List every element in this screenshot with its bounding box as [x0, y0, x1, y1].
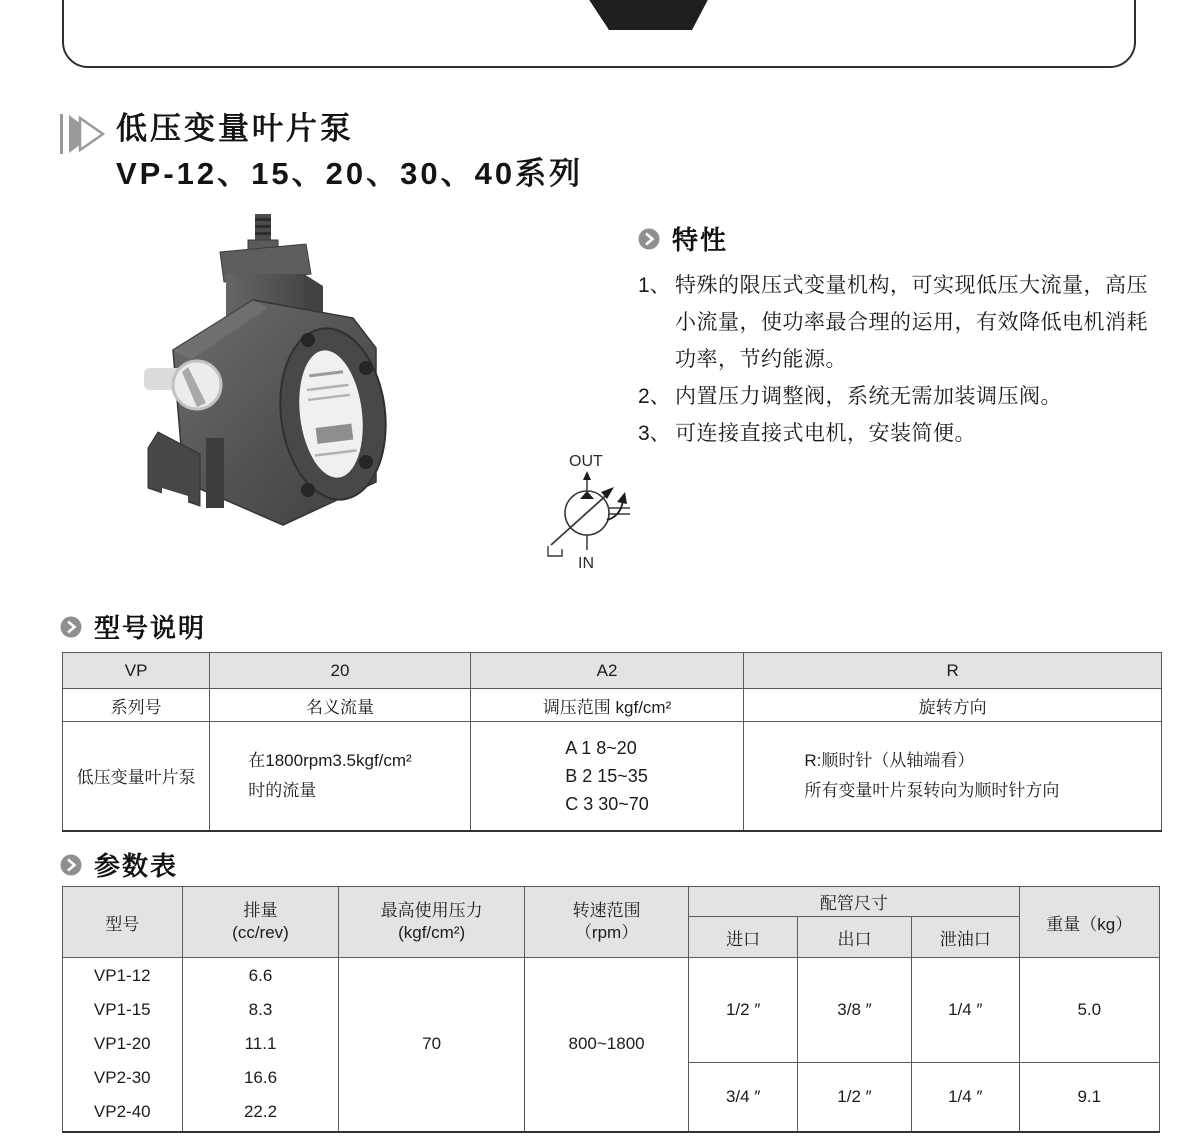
- fast-forward-icon: [58, 112, 108, 156]
- displacement-list-cell: [182, 958, 339, 1132]
- top-photo-box: [62, 0, 1136, 68]
- chevron-circle-icon: [60, 616, 82, 638]
- displacement-value: 8.3: [248, 1000, 273, 1020]
- speed-range-cell: 800~1800: [524, 958, 689, 1132]
- chevron-circle-icon: [60, 854, 82, 876]
- pressure-options-cell: A 1 8~20 B 2 15~35 C 3 30~70: [470, 722, 744, 831]
- col-pipe-header: 配管尺寸: [689, 887, 1019, 917]
- weight-cell: 9.1: [1019, 1063, 1159, 1132]
- code-cell: R: [744, 653, 1162, 689]
- inlet-size-cell: 1/2 ″: [689, 958, 798, 1063]
- model-code-section-heading: [60, 608, 206, 645]
- flow-desc-cell: 在1800rpm3.5kgf/cm² 时的流量: [210, 722, 470, 831]
- feature-text: 可连接直接式电机，安装简便。: [675, 422, 976, 445]
- symbol-in-label: IN: [578, 555, 594, 572]
- col-speed-header: 转速范围 （rpm）: [524, 887, 689, 958]
- weight-cell: 5.0: [1019, 958, 1159, 1063]
- series-name-cell: 低压变量叶片泵: [63, 722, 210, 831]
- symbol-out-label: OUT: [569, 453, 603, 470]
- feature-text: 特殊的限压式变量机构，可实现低压大流量，高压小流量，使功率最合理的运用，有效降低电机消耗功率，节约能源。: [675, 274, 1148, 371]
- parameter-section-heading: [60, 846, 178, 883]
- feature-item: [638, 267, 1198, 378]
- model-name: VP2-30: [93, 1068, 151, 1088]
- feature-item: [638, 415, 1198, 452]
- chevron-circle-icon: [638, 228, 660, 250]
- code-label-cell: 旋转方向: [744, 689, 1162, 722]
- page-title-block: [58, 106, 583, 196]
- page-title-line1: 低压变量叶片泵: [116, 111, 354, 146]
- feature-text: 内置压力调整阀，系统无需加装调压阀。: [675, 385, 1062, 408]
- features-section: [638, 220, 1198, 452]
- parameter-table: [62, 886, 1160, 1133]
- col-outlet-header: 出口: [797, 917, 911, 958]
- inlet-size-cell: 3/4 ″: [689, 1063, 798, 1132]
- col-pressure-header: 最高使用压力 (kgf/cm²): [339, 887, 524, 958]
- displacement-value: 11.1: [244, 1034, 277, 1054]
- col-weight-header: 重量（kg）: [1019, 887, 1159, 958]
- model-name: VP1-20: [93, 1034, 151, 1054]
- code-label-cell: 调压范围 kgf/cm²: [470, 689, 744, 722]
- model-name: VP2-40: [93, 1102, 151, 1122]
- feature-number: 3、: [638, 422, 671, 445]
- code-cell: VP: [63, 653, 210, 689]
- drain-size-cell: 1/4 ″: [912, 1063, 1020, 1132]
- displacement-value: 6.6: [248, 966, 273, 986]
- col-inlet-header: 进口: [689, 917, 798, 958]
- rotation-cell: R:顺时针（从轴端看） 所有变量叶片泵转向为顺时针方向: [744, 722, 1162, 831]
- outlet-size-cell: 1/2 ″: [797, 1063, 911, 1132]
- col-drain-header: 泄油口: [912, 917, 1020, 958]
- partial-pump-photo: [64, 0, 1134, 66]
- features-heading: 特性: [672, 225, 729, 255]
- model-name: VP1-12: [93, 966, 151, 986]
- feature-number: 2、: [638, 385, 671, 408]
- displacement-value: 22.2: [243, 1102, 278, 1122]
- pump-product-photo: [118, 200, 548, 535]
- displacement-value: 16.6: [243, 1068, 278, 1088]
- drain-size-cell: 1/4 ″: [912, 958, 1020, 1063]
- hydraulic-pump-symbol: [533, 446, 667, 580]
- code-label-cell: 系列号: [63, 689, 210, 722]
- col-displacement-header: 排量 (cc/rev): [182, 887, 339, 958]
- page-title-line2: VP-12、15、20、30、40系列: [116, 156, 584, 191]
- model-name: VP1-15: [93, 1000, 151, 1020]
- col-model-header: 型号: [63, 887, 183, 958]
- parameter-heading: 参数表: [94, 851, 179, 881]
- outlet-size-cell: 3/8 ″: [797, 958, 911, 1063]
- model-code-heading: 型号说明: [94, 613, 207, 643]
- model-code-table: [62, 652, 1162, 832]
- code-cell: 20: [210, 653, 470, 689]
- feature-item: [638, 378, 1198, 415]
- code-label-cell: 名义流量: [210, 689, 470, 722]
- code-cell: A2: [470, 653, 744, 689]
- feature-number: 1、: [638, 274, 671, 297]
- model-list-cell: [63, 958, 183, 1132]
- max-pressure-cell: 70: [339, 958, 524, 1132]
